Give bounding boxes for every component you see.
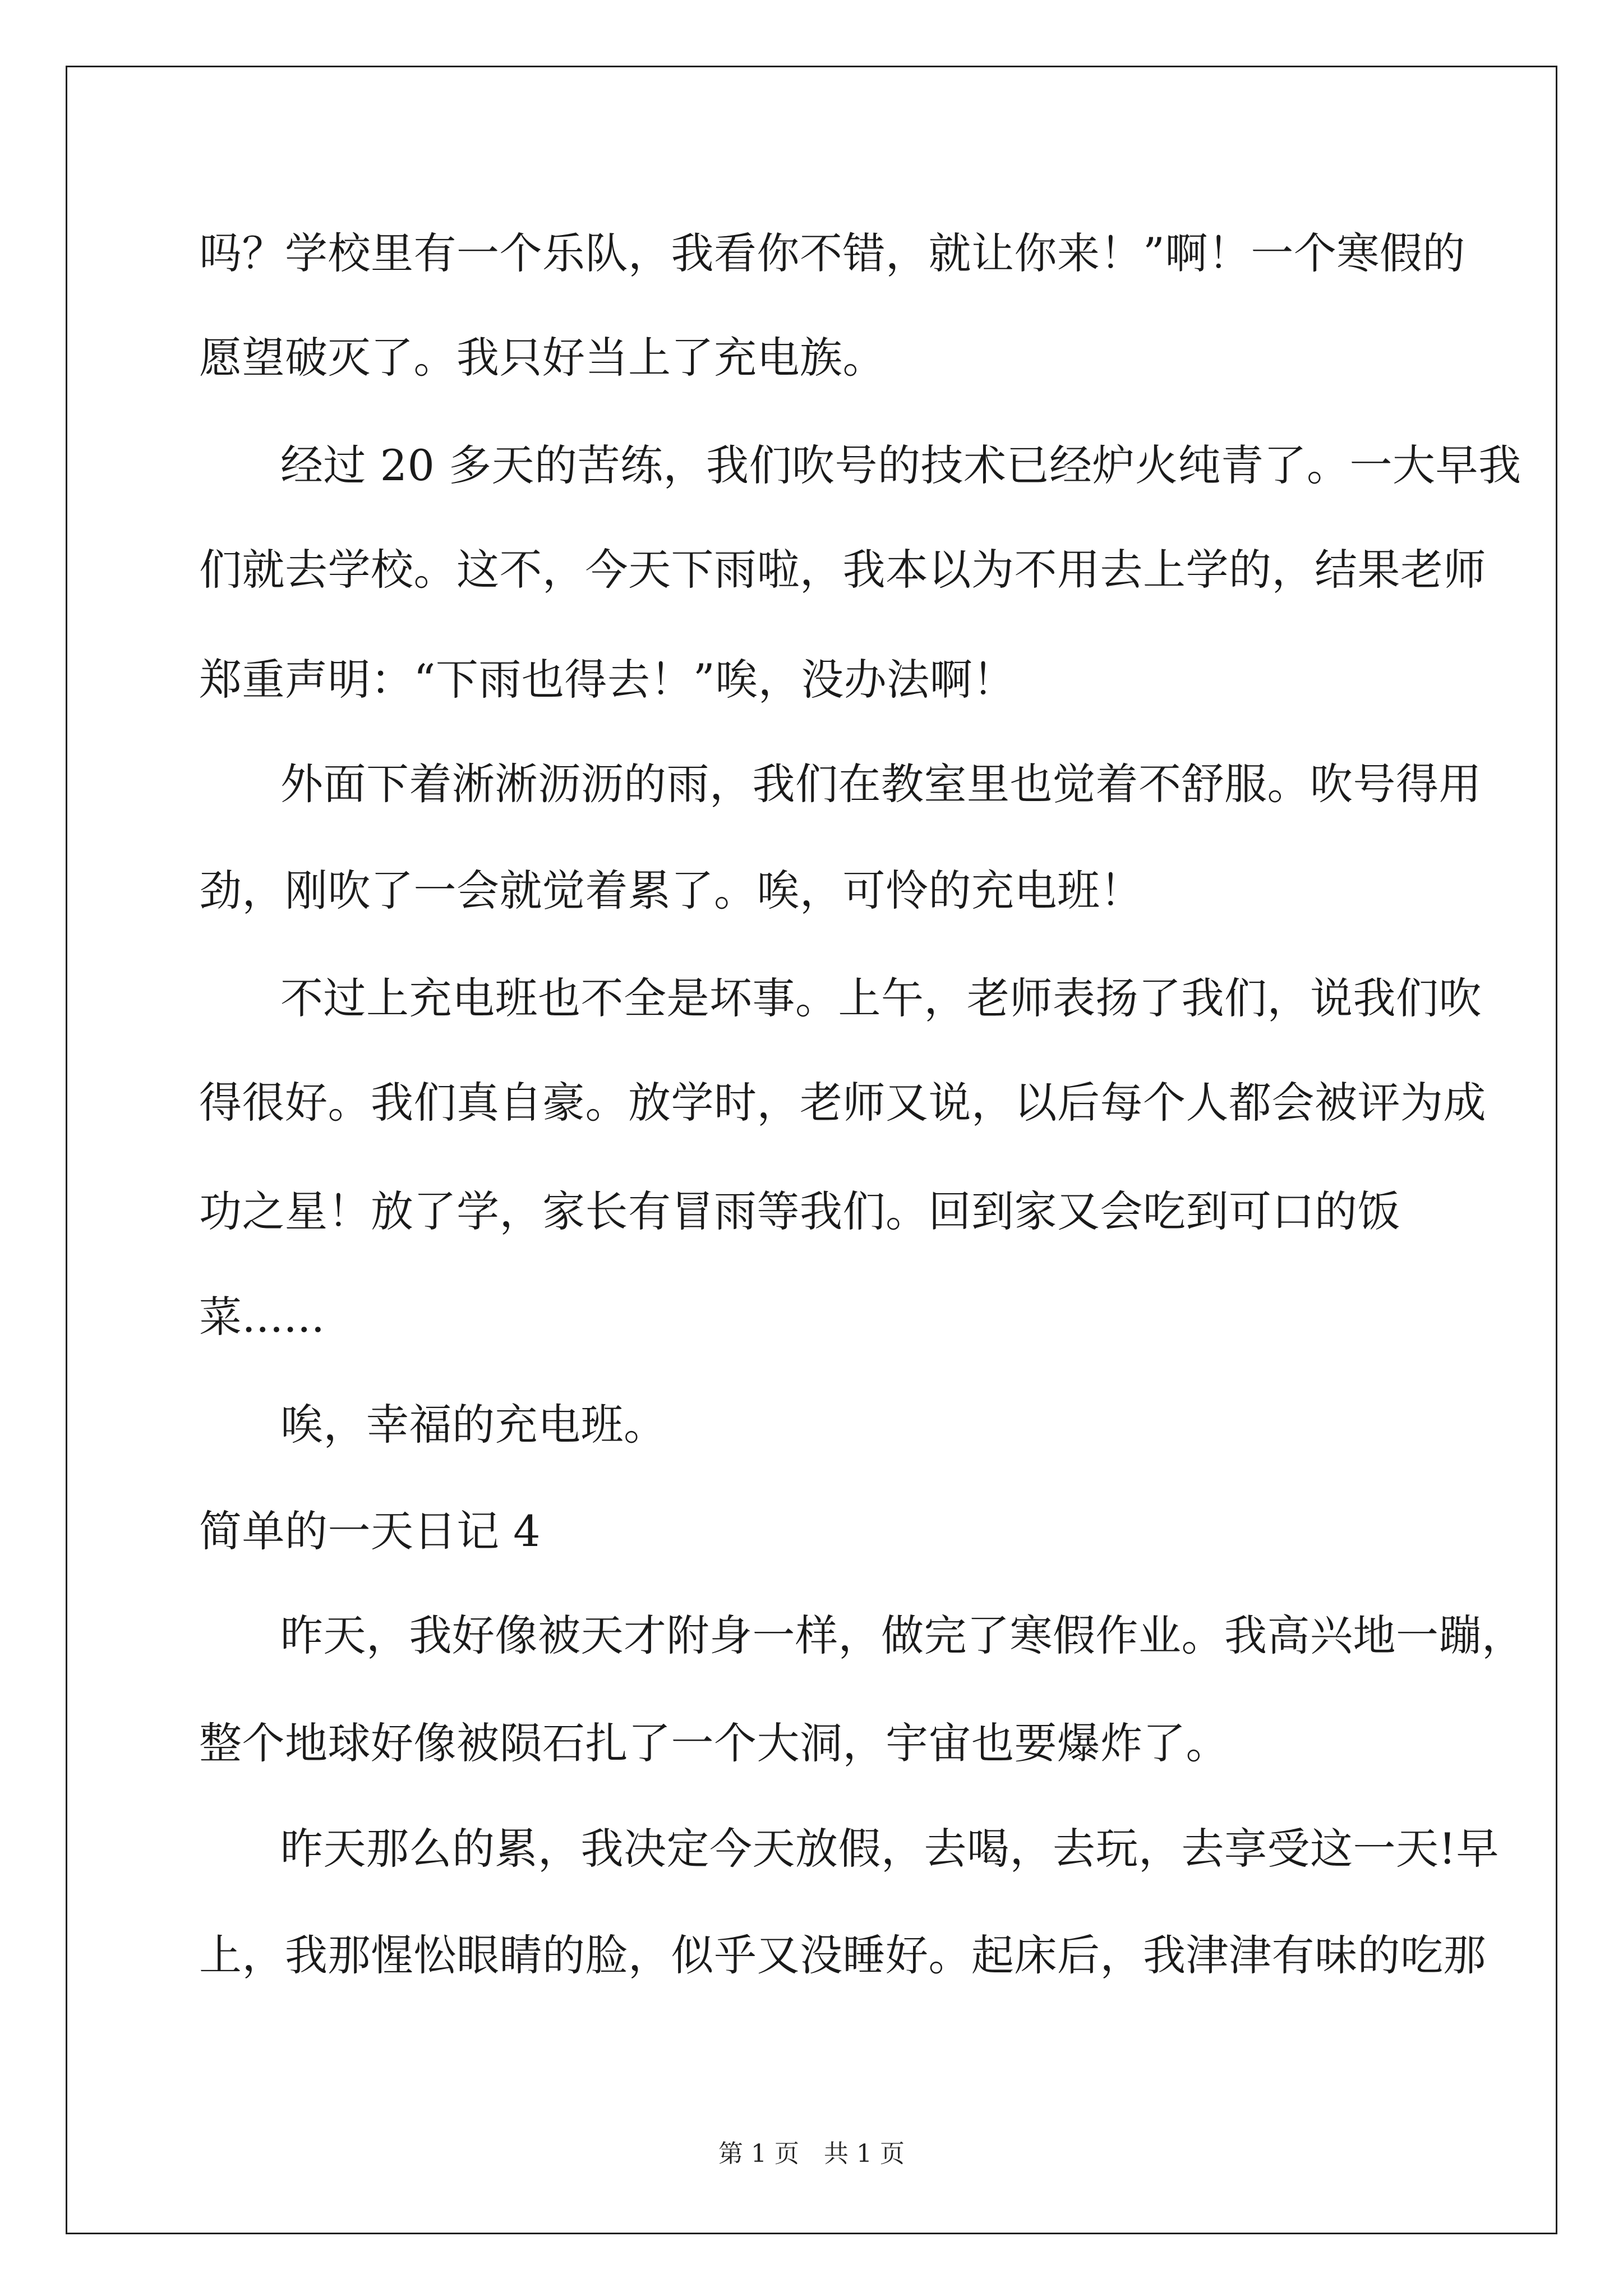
- paragraph-start-line: 昨天，我好像被天才附身一样，做完了寒假作业。我高兴地一蹦，: [280, 1611, 1525, 1660]
- page-border: [66, 66, 1557, 2234]
- paragraph-start-line: 唉，幸福的充电班。: [280, 1400, 667, 1450]
- section-heading: 简单的一天日记 4: [199, 1506, 541, 1556]
- text-line: 吗？学校里有一个乐队，我看你不错，就让你来！”啊！一个寒假的: [199, 228, 1465, 278]
- paragraph-start-line: 经过 20 多天的苦练，我们吹号的技术已经炉火纯青了。一大早我: [280, 440, 1521, 490]
- page-count: 共 1 页: [824, 2139, 905, 2168]
- paragraph-start-line: 外面下着淅淅沥沥的雨，我们在教室里也觉着不舒服。吹号得用: [280, 759, 1482, 809]
- text-line: 们就去学校。这不，今天下雨啦，我本以为不用去上学的，结果老师: [199, 545, 1486, 595]
- paragraph-start-line: 昨天那么的累，我决定今天放假，去喝，去玩，去享受这一天!早: [280, 1824, 1500, 1874]
- page-number: 第 1 页: [718, 2139, 799, 2168]
- text-line: 上，我那惺忪眼睛的脸，似乎又没睡好。起床后，我津津有味的吃那: [199, 1930, 1486, 1980]
- text-line: 菜......: [199, 1292, 325, 1342]
- text-line: 愿望破灭了。我只好当上了充电族。: [199, 333, 886, 383]
- text-line: 劲，刚吹了一会就觉着累了。唉，可怜的充电班！: [199, 866, 1143, 915]
- page-footer: [0, 2137, 1623, 2171]
- text-line: 功之星！放了学，家长有冒雨等我们。回到家又会吃到可口的饭: [199, 1186, 1400, 1236]
- text-line: 得很好。我们真自豪。放学时，老师又说，以后每个人都会被评为成: [199, 1078, 1486, 1128]
- paragraph-start-line: 不过上充电班也不全是坏事。上午，老师表扬了我们，说我们吹: [280, 973, 1482, 1023]
- text-line: 整个地球好像被陨石扎了一个大洞，宇宙也要爆炸了。: [199, 1718, 1229, 1768]
- text-line: 郑重声明：“下雨也得去！”唉，没办法啊！: [199, 655, 1016, 705]
